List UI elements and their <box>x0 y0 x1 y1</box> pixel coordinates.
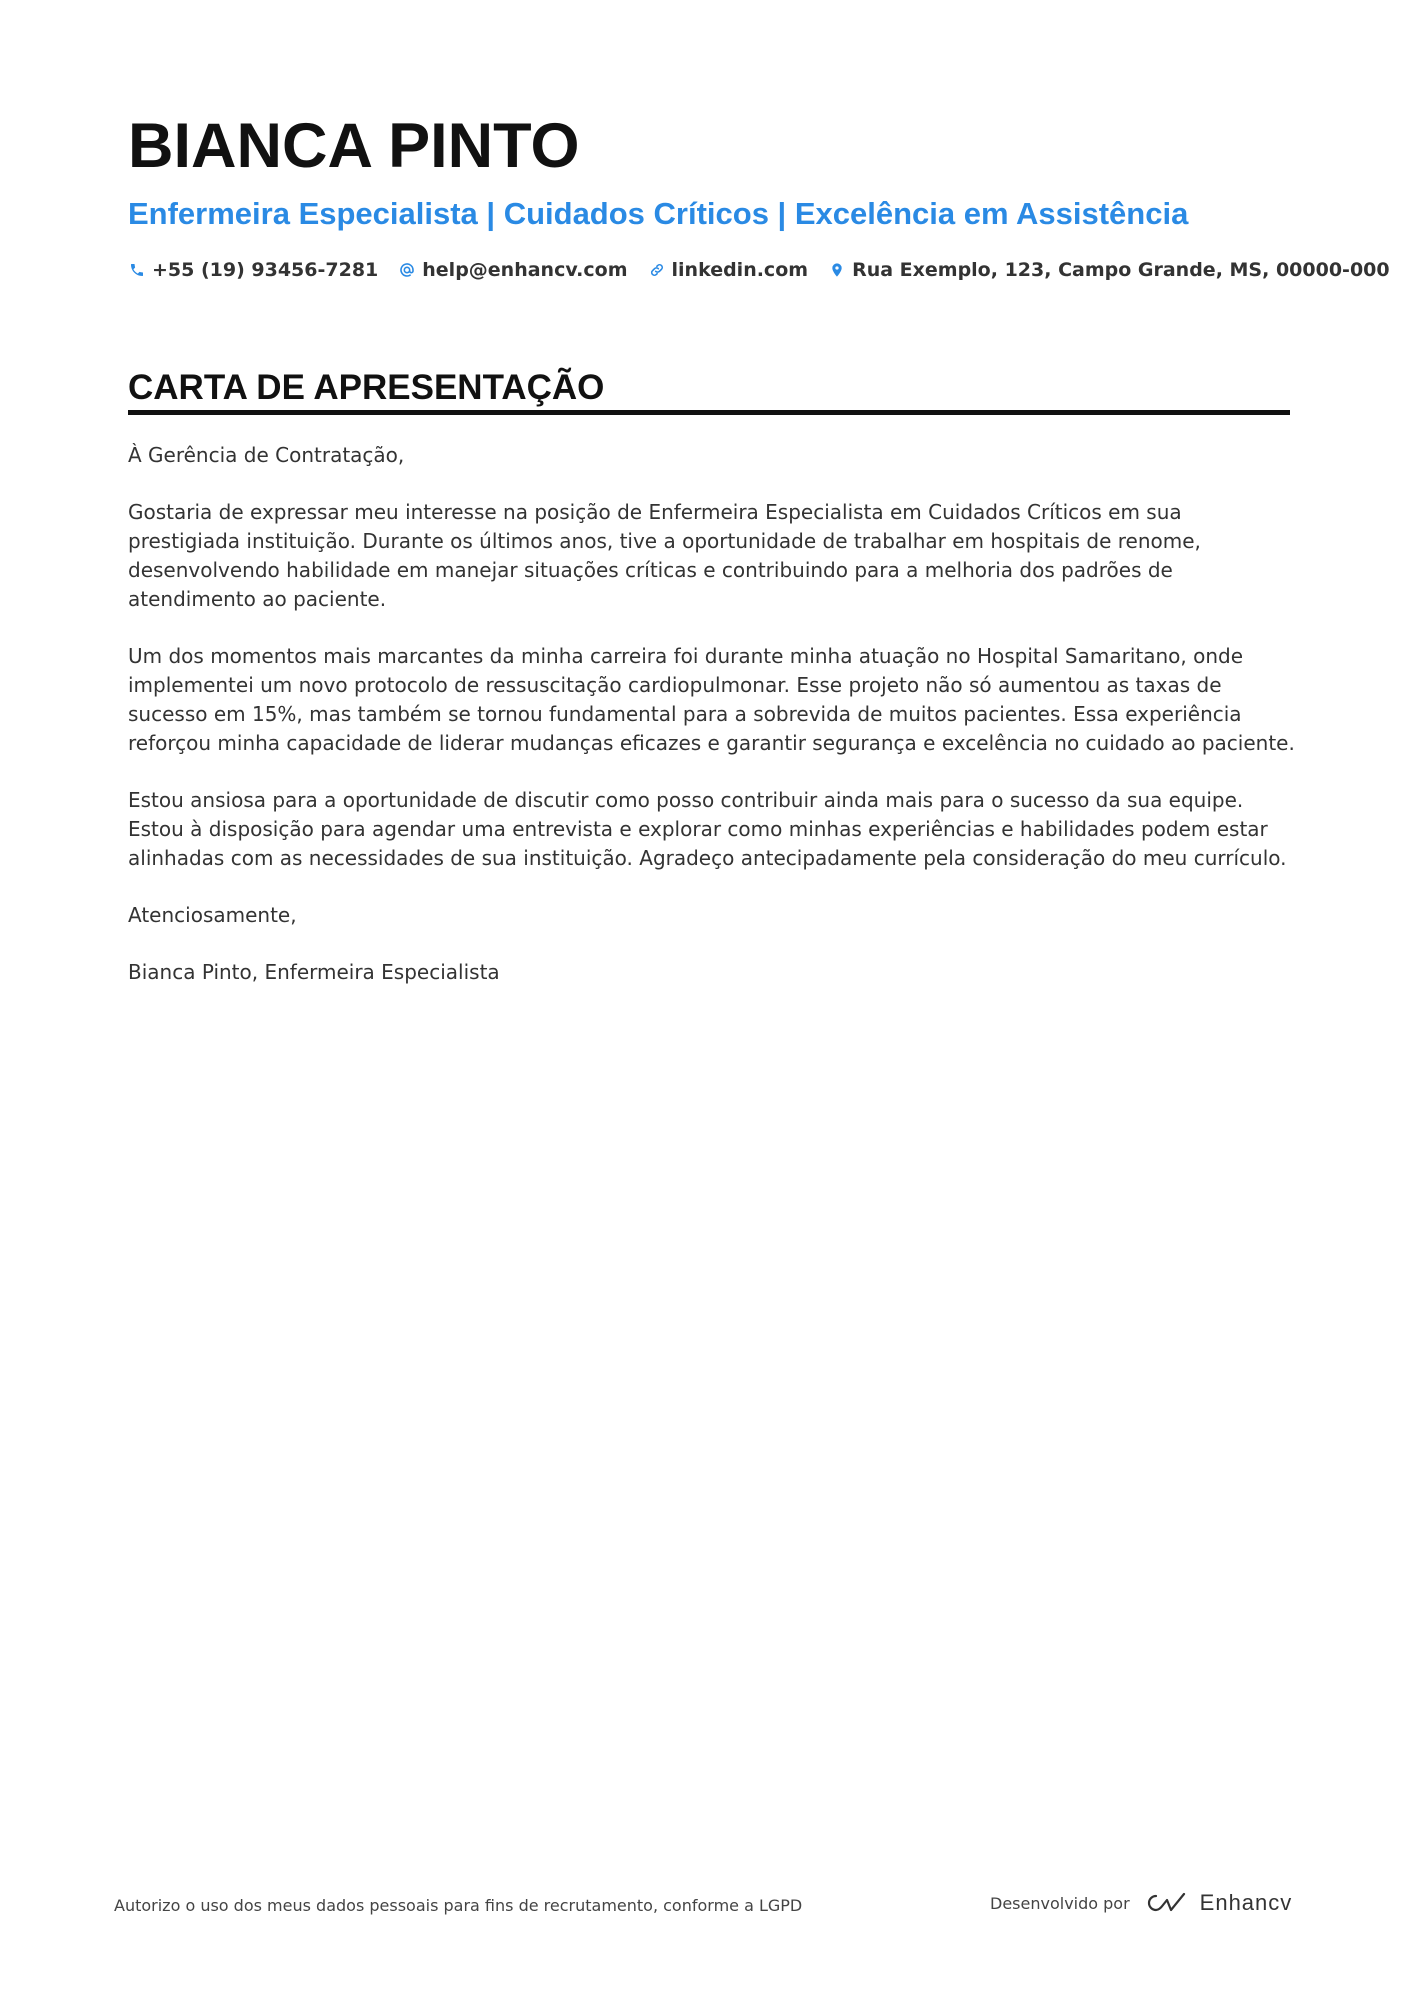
phone-icon <box>128 261 146 279</box>
enhancv-logo-icon <box>1142 1890 1190 1916</box>
contact-linkedin-text: linkedin.com <box>671 259 809 281</box>
section-title: CARTA DE APRESENTAÇÃO <box>128 368 605 407</box>
candidate-title: Enfermeira Especialista | Cuidados Críticos | Excelência em Assistência <box>128 196 1189 231</box>
link-icon <box>648 261 666 279</box>
contact-email-text: help@enhancv.com <box>422 259 628 281</box>
consent-note: Autorizo o uso dos meus dados pessoais para fins de recrutamento, conforme a LGPD <box>114 1896 803 1915</box>
contact-phone <box>128 256 378 284</box>
letter-closing: Atenciosamente, <box>128 903 297 927</box>
letter-paragraph-3: Estou ansiosa para a oportunidade de discutir como posso contribuir ainda mais para o sucesso da sua equipe. Estou à disposição para agendar uma entrevista e explorar como minhas experiências e habilidades podem estar alinhadas com as necessidades de sua instituição. Agradeço antecipadamente pela consideração do meu currículo. <box>128 788 1287 870</box>
brand-name: Enhancv <box>1199 1890 1293 1915</box>
letter-paragraph-1: Gostaria de expressar meu interesse na posição de Enfermeira Especialista em Cuidados Críticos em sua prestigiada instituição. Durante os últimos anos, tive a oportunidade de trabalhar em hospitais de renome, desenvolvendo habilidade em manejar situações críticas e contribuindo para a melhoria dos padrões de atendimento ao paciente. <box>128 500 1201 611</box>
contact-linkedin[interactable] <box>648 256 809 284</box>
letter-paragraph-2: Um dos momentos mais marcantes da minha carreira foi durante minha atuação no Hospital Samaritano, onde implementei um novo protocolo de ressuscitação cardiopulmonar. Esse projeto não só aumentou as taxas de sucesso em 15%, mas também se tornou fundamental para a sobrevida de muitos pacientes. Essa experiência reforçou minha capacidade de liderar mudanças eficazes e garantir segurança e excelência no cuidado ao paciente. <box>128 644 1295 755</box>
cover-letter-section <box>128 366 1295 1015</box>
letter-greeting: À Gerência de Contratação, <box>128 443 405 467</box>
powered-by[interactable] <box>990 1890 1292 1916</box>
at-icon <box>398 261 416 279</box>
section-divider <box>128 410 1290 415</box>
contact-phone-text: +55 (19) 93456-7281 <box>152 259 379 281</box>
letter-body <box>128 441 1298 987</box>
location-pin-icon <box>828 261 846 279</box>
letter-signature: Bianca Pinto, Enfermeira Especialista <box>128 960 500 984</box>
header <box>128 108 1390 284</box>
contact-email[interactable] <box>398 256 627 284</box>
contact-bar <box>128 256 1390 284</box>
candidate-name: BIANCA PINTO <box>128 111 580 181</box>
contact-address-text: Rua Exemplo, 123, Campo Grande, MS, 00000-000 <box>852 259 1390 281</box>
powered-by-label: Desenvolvido por <box>990 1893 1130 1913</box>
contact-address <box>828 256 1390 284</box>
